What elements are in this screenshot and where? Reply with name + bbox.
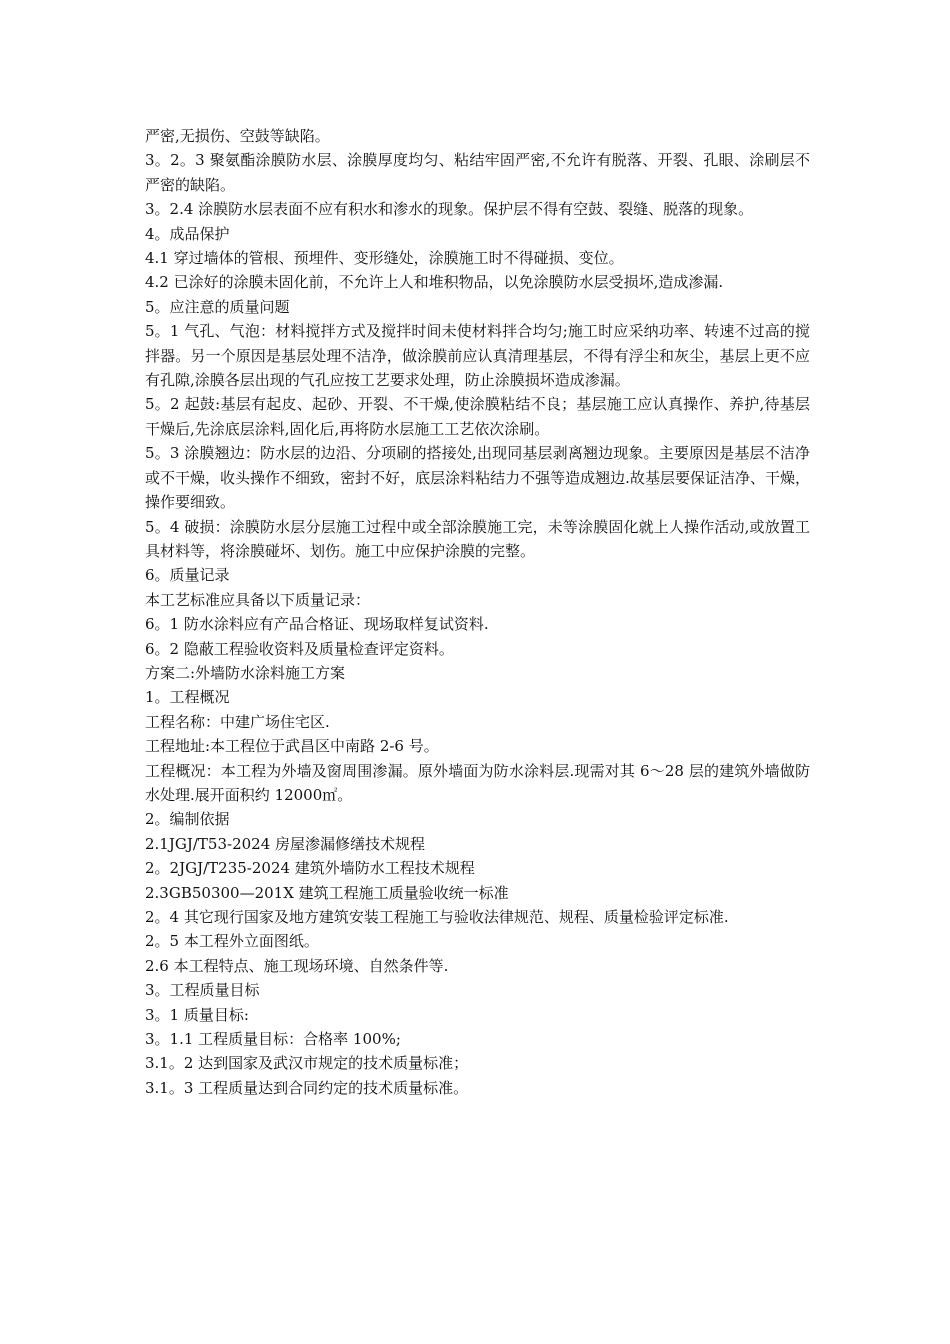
section-heading: 4。成品保护 bbox=[145, 224, 230, 243]
paragraph: 工程概况：本工程为外墙及窗周围渗漏。原外墙面为防水涂料层.现需对其 6～28 层的建筑外墙做防水处理.展开面积约 12000㎡。 bbox=[145, 761, 810, 804]
paragraph: 4.1 穿过墙体的管根、预埋件、变形缝处，涂膜施工时不得碰损、变位。 bbox=[145, 249, 624, 268]
paragraph: 2.1JGJ/T53-2024 房屋渗漏修缮技术规程 bbox=[145, 834, 426, 853]
section-heading: 2。编制依据 bbox=[145, 810, 230, 829]
paragraph: 2。5 本工程外立面图纸。 bbox=[145, 932, 319, 951]
paragraph: 3.1。2 达到国家及武汉市规定的技术质量标准； bbox=[145, 1054, 469, 1073]
paragraph: 2.6 本工程特点、施工现场环境、自然条件等. bbox=[145, 956, 449, 975]
paragraph: 6。1 防水涂料应有产品合格证、现场取样复试资料. bbox=[145, 615, 489, 634]
paragraph: 3。1 质量目标: bbox=[145, 1005, 249, 1024]
paragraph: 3.1。3 工程质量达到合同约定的技术质量标准。 bbox=[145, 1078, 469, 1097]
section-heading: 1。工程概况 bbox=[145, 688, 230, 707]
section-heading: 5。应注意的质量问题 bbox=[145, 297, 290, 316]
paragraph: 5。4 破损：涂膜防水层分层施工过程中或全部涂膜施工完，未等涂膜固化就上人操作活动,或放置工具材料等，将涂膜碰坏、划伤。施工中应保护涂膜的完整。 bbox=[145, 517, 810, 560]
paragraph: 本工艺标准应具备以下质量记录： bbox=[145, 590, 371, 609]
paragraph: 5。3 涂膜翘边：防水层的边沿、分项刷的搭接处,出现同基层剥离翘边现象。主要原因是基层不洁净或不干燥，收头操作不细致，密封不好，底层涂料粘结力不强等造成翘边.故基层要保证洁净、干燥，操作要细致。 bbox=[145, 444, 810, 512]
paragraph: 6。2 隐蔽工程验收资料及质量检查评定资料。 bbox=[145, 639, 454, 658]
paragraph: 严密,无损伤、空鼓等缺陷。 bbox=[145, 127, 330, 145]
section-heading: 3。工程质量目标 bbox=[145, 981, 260, 1000]
paragraph: 4.2 已涂好的涂膜未固化前，不允许上人和堆积物品，以免涂膜防水层受损坏,造成渗漏. bbox=[145, 273, 724, 292]
paragraph: 2.3GB50300—201X 建筑工程施工质量验收统一标准 bbox=[145, 883, 509, 902]
paragraph: 5。2 起鼓:基层有起皮、起砂、开裂、不干燥,使涂膜粘结不良；基层施工应认真操作、养护,待基层干燥后,先涂底层涂料,固化后,再将防水层施工工艺依次涂刷。 bbox=[145, 395, 810, 438]
paragraph: 2。4 其它现行国家及地方建筑安装工程施工与验收法律规范、规程、质量检验评定标准. bbox=[145, 908, 729, 926]
paragraph: 3。2.4 涂膜防水层表面不应有积水和渗水的现象。保护层不得有空鼓、裂缝、脱落的现象。 bbox=[145, 200, 754, 219]
paragraph: 工程名称：中建广场住宅区. bbox=[145, 712, 330, 731]
paragraph: 3。1.1 工程质量目标：合格率 100%; bbox=[145, 1030, 401, 1049]
plan-title: 方案二:外墙防水涂料施工方案 bbox=[145, 663, 346, 682]
document-body bbox=[145, 124, 810, 1100]
paragraph: 5。1 气孔、气泡：材料搅拌方式及搅拌时间未使材料拌合均匀;施工时应采纳功率、转速不过高的搅拌器。另一个原因是基层处理不洁净，做涂膜前应认真清理基层，不得有浮尘和灰尘，基层上更不应有孔隙,涂膜各层出现的气孔应按工艺要求处理，防止涂膜损坏造成渗漏。 bbox=[145, 322, 810, 390]
paragraph: 2。2JGJ/T235-2024 建筑外墙防水工程技术规程 bbox=[145, 859, 475, 878]
paragraph: 工程地址:本工程位于武昌区中南路 2-6 号。 bbox=[145, 737, 439, 756]
paragraph: 3。2。3 聚氨酯涂膜防水层、涂膜厚度均匀、粘结牢固严密,不允许有脱落、开裂、孔眼、涂刷层不严密的缺陷。 bbox=[145, 151, 810, 194]
section-heading: 6。质量记录 bbox=[145, 566, 230, 585]
